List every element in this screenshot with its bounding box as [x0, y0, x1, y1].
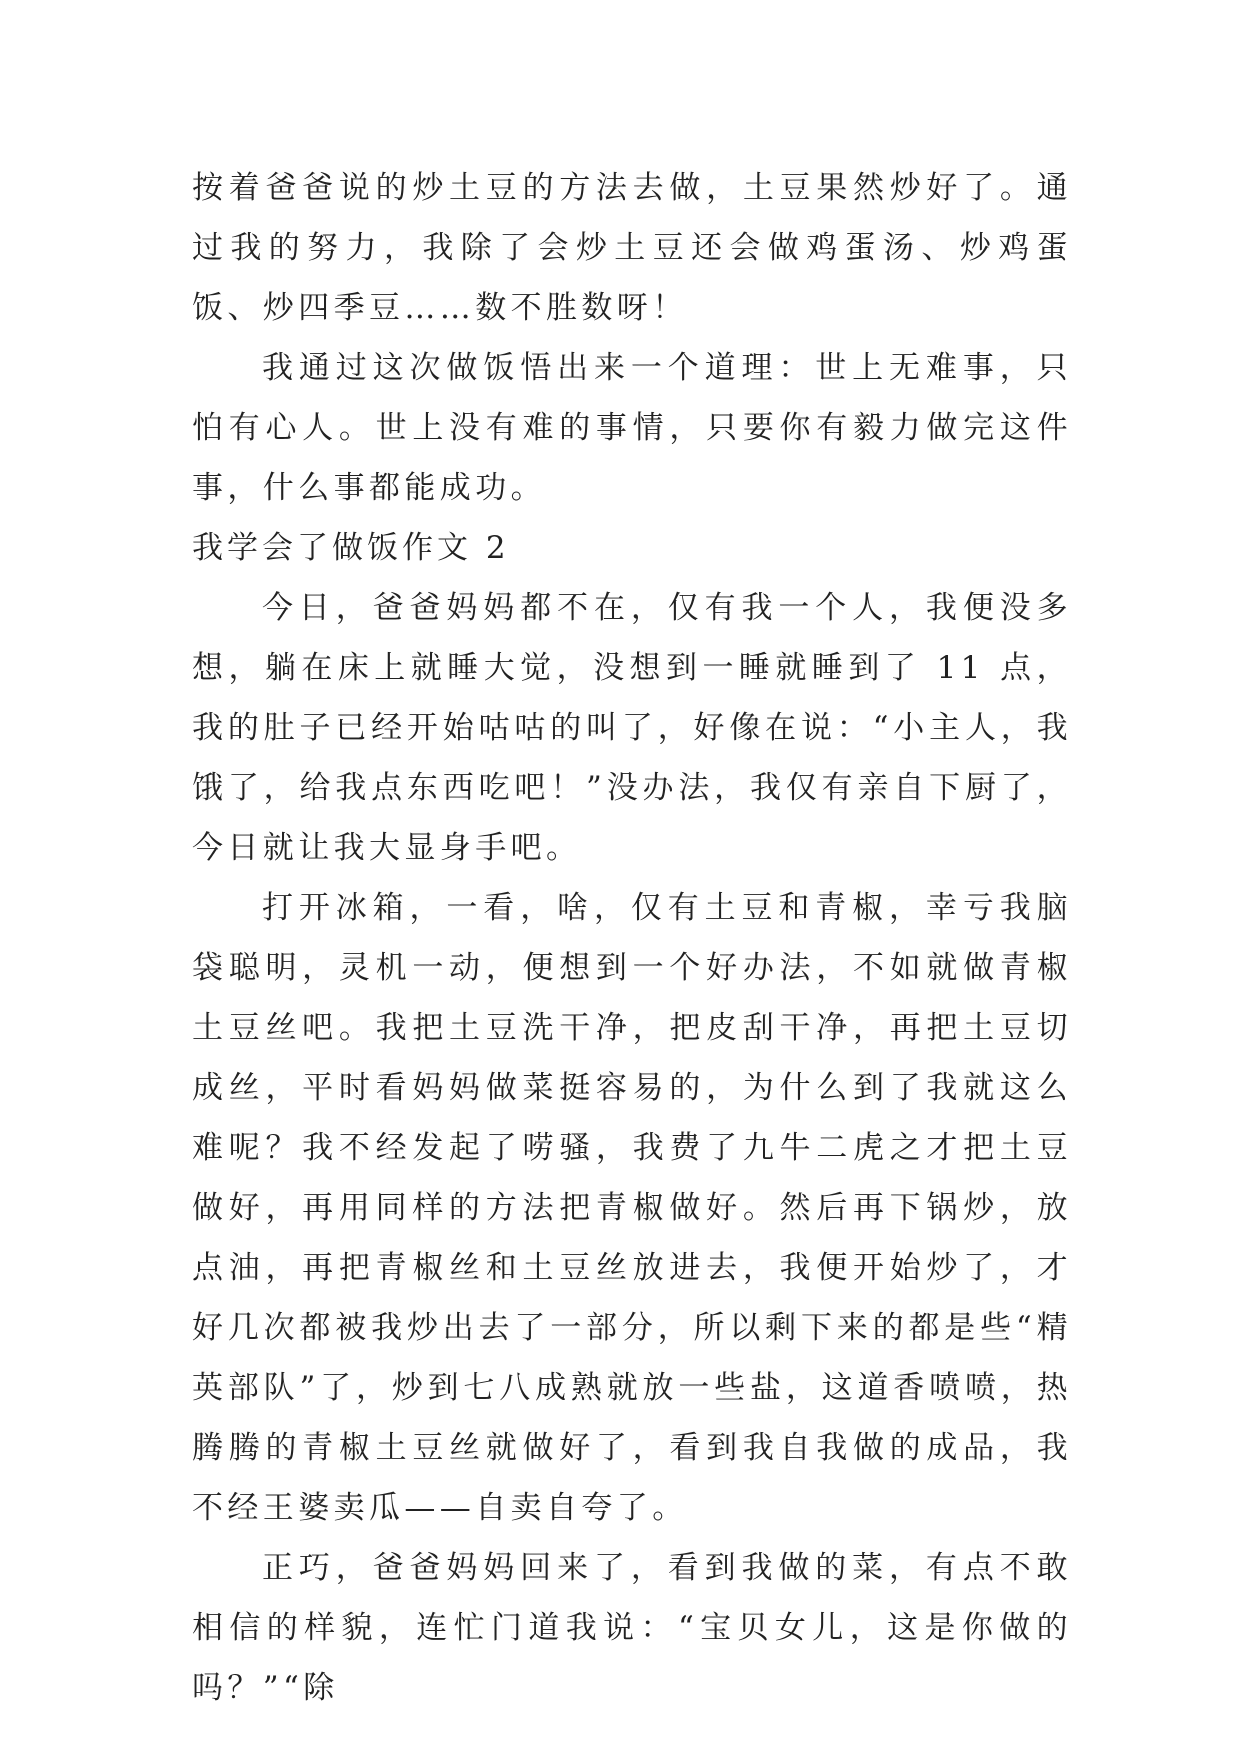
paragraph-intro: 今日，爸爸妈妈都不在，仅有我一个人，我便没多想，躺在床上就睡大觉，没想到一睡就睡到了 11 点，我的肚子已经开始咕咕的叫了，好像在说：“小主人，我饿了，给我点东西吃吧！”没办法，我仅有亲自下厨了，今日就让我大显身手吧。: [192, 590, 1072, 866]
paragraph-cooking: 打开冰箱，一看，啥，仅有土豆和青椒，幸亏我脑袋聪明，灵机一动，便想到一个好办法，不如就做青椒土豆丝吧。我把土豆洗干净，把皮刮干净，再把土豆切成丝，平时看妈妈做菜挺容易的，为什么到了我就这么难呢？我不经发起了唠骚，我费了九牛二虎之才把土豆做好，再用同样的方法把青椒做好。然后再下锅炒，放点油，再把青椒丝和土豆丝放进去，我便开始炒了，才好几次都被我炒出去了一部分，所以剩下来的都是些“精英部队”了，炒到七八成熟就放一些盐，这道香喷喷，热腾腾的青椒土豆丝就做好了，看到我自我做的成品，我不经王婆卖瓜——自卖自夸了。: [192, 890, 1072, 1526]
essay-text: [192, 158, 1072, 1718]
paragraph-parents-return: 正巧，爸爸妈妈回来了，看到我做的菜，有点不敢相信的样貌，连忙门道我说：“宝贝女儿，这是你做的吗？”“除: [192, 1550, 1072, 1706]
paragraph-continuation: 按着爸爸说的炒土豆的方法去做，土豆果然炒好了。通过我的努力，我除了会炒土豆还会做鸡蛋汤、炒鸡蛋饭、炒四季豆……数不胜数呀！: [192, 170, 1072, 326]
essay-heading: 我学会了做饭作文 2: [192, 530, 510, 566]
paragraph-conclusion: 我通过这次做饭悟出来一个道理：世上无难事，只怕有心人。世上没有难的事情，只要你有毅力做完这件事，什么事都能成功。: [192, 350, 1072, 506]
